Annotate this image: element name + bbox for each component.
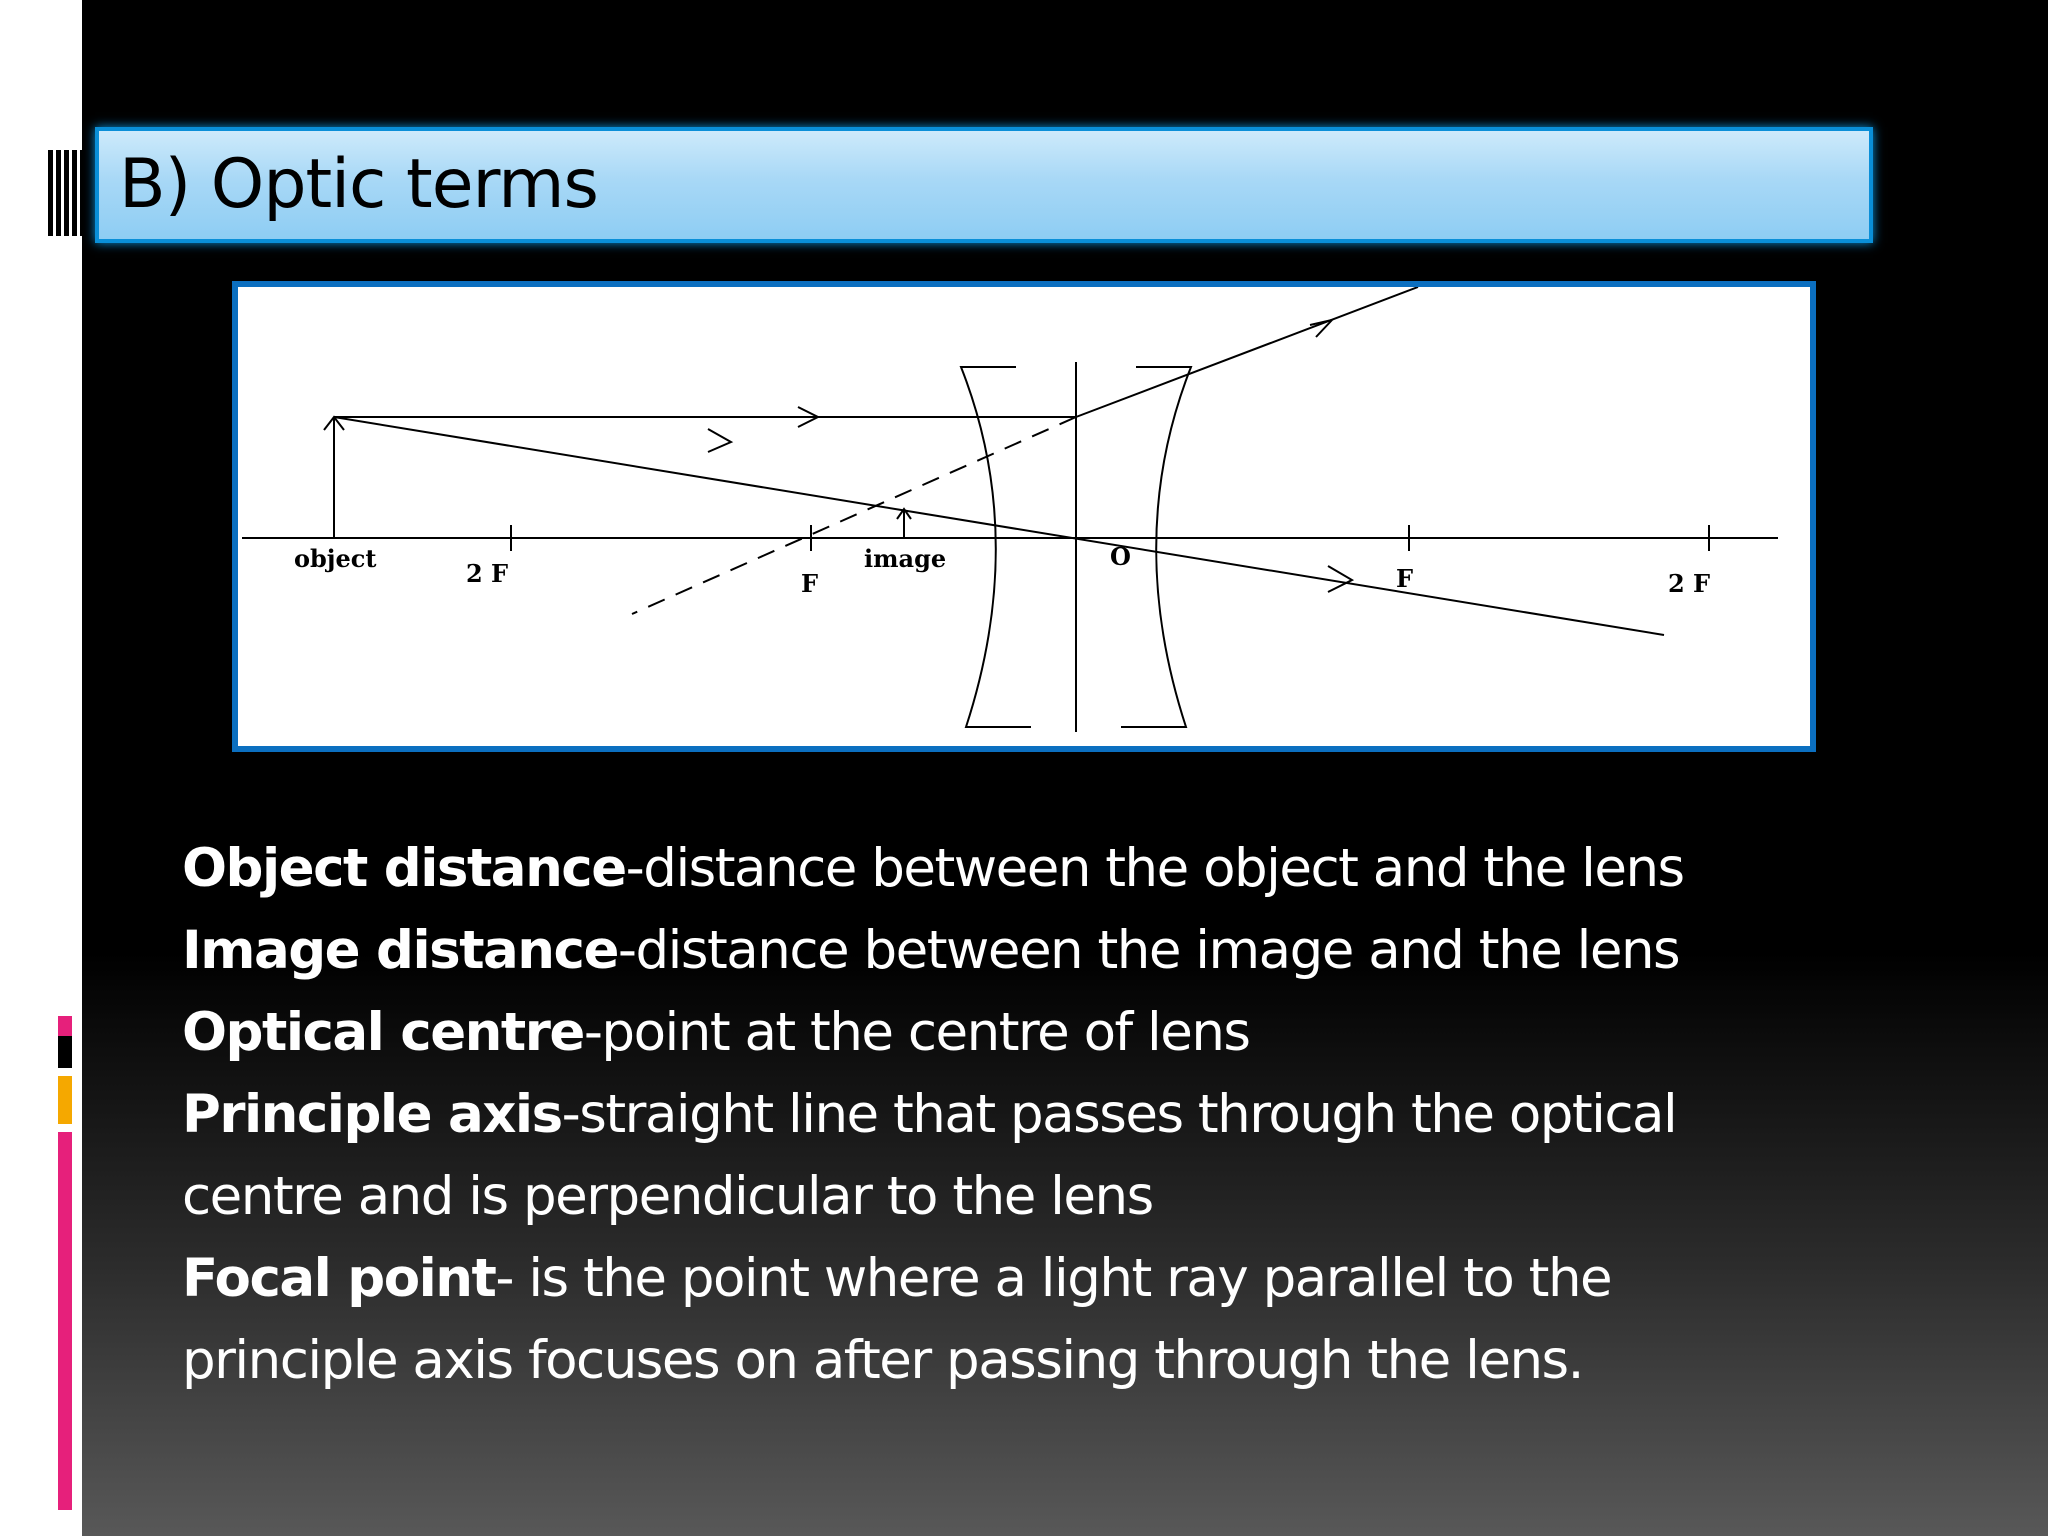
slide-title: B) Optic terms [119,145,598,224]
ray-diagram [232,281,1816,752]
definition-object-distance [182,828,1862,910]
accent-orange [58,1076,72,1124]
term-object-distance: Object distance [182,838,626,899]
accent-pink-top [58,1016,72,1036]
text-object-distance: -distance between the object and the lens [625,838,1684,899]
label-object: object [294,544,377,573]
accent-black [58,1036,72,1068]
term-focal-point: Focal point [182,1248,496,1309]
central-ray [334,417,1664,635]
text-principle-axis: -straight line that passes through the optical [561,1084,1677,1145]
text-focal-point: - is the point where a light ray parallel to the [495,1248,1612,1309]
label-f-left: F [801,569,819,598]
definition-principle-axis-continued: centre and is perpendicular to the lens [182,1166,1153,1227]
label-2f-left: 2 F [466,559,509,588]
label-f-right: F [1396,564,1414,593]
definition-optical-centre [182,992,1862,1074]
label-image: image [864,544,947,573]
central-ray-arrow-left [708,429,731,452]
virtual-ray-dashed [632,417,1076,614]
title-bar [95,127,1873,243]
central-ray-arrow-right [1328,566,1352,592]
term-optical-centre: Optical centre [182,1002,584,1063]
diverging-ray [1076,287,1418,417]
accent-pink-long [58,1132,72,1510]
text-optical-centre: -point at the centre of lens [583,1002,1250,1063]
text-image-distance: -distance between the image and the lens [617,920,1680,981]
definition-focal-point [182,1238,1862,1320]
title-marker-decoration [48,150,82,236]
definitions-list [182,828,1862,1402]
ray-diagram-svg [238,287,1810,746]
term-principle-axis: Principle axis [182,1084,562,1145]
term-image-distance: Image distance [182,920,618,981]
definition-focal-point-continued: principle axis focuses on after passing through the lens. [182,1330,1584,1391]
label-optical-centre: O [1110,542,1131,571]
definition-image-distance [182,910,1862,992]
definition-principle-axis [182,1074,1862,1156]
diverging-ray-arrow [1310,320,1332,337]
label-2f-right: 2 F [1668,569,1711,598]
